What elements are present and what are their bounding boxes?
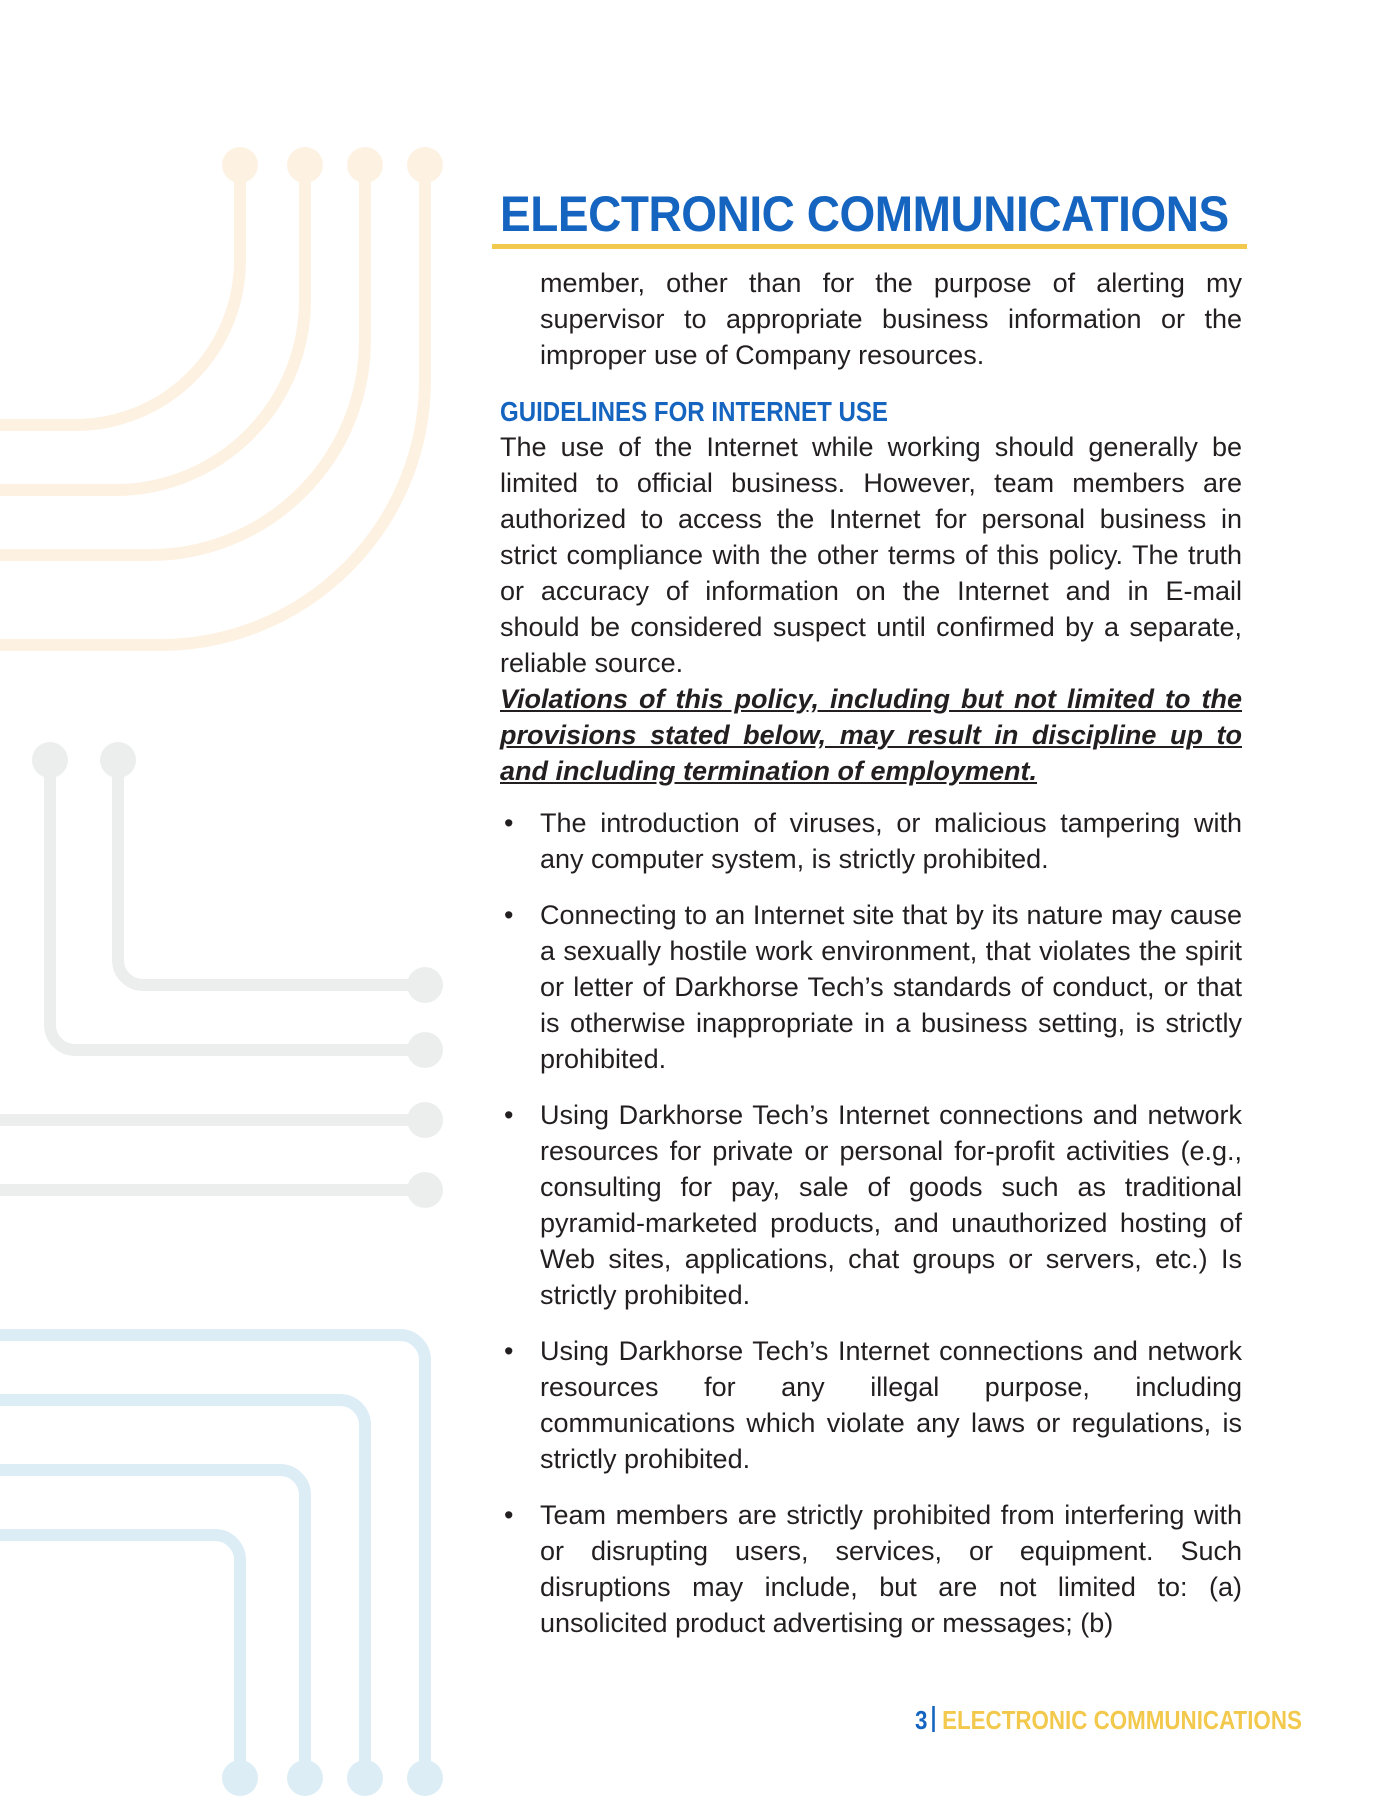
list-item [500, 1097, 1242, 1313]
continued-paragraph: member, other than for the purpose of alerting my supervisor to appropriate business information or the improper use of Company resources. [540, 268, 1242, 370]
bullet-icon: • [504, 808, 514, 838]
list-item-text: The introduction of viruses, or malicious tampering with any computer system, is strictly prohibited. [540, 808, 1242, 874]
bullet-icon: • [504, 900, 514, 930]
blue-circuit-nodes [222, 1760, 443, 1796]
footer-separator [933, 1706, 936, 1732]
list-item [500, 1497, 1242, 1641]
list-item-text: Using Darkhorse Tech’s Internet connections and network resources for private or personal for-profit activities (e.g., consulting for pay, sale of goods such as traditional pyramid-marketed products, and unauthorized hosting of Web sites, applications, chat groups or servers, etc.) Is strictly prohibited. [540, 1100, 1242, 1310]
page-number: 3 [915, 1705, 928, 1735]
bullet-icon: • [504, 1500, 514, 1530]
list-item-text: Using Darkhorse Tech’s Internet connections and network resources for any illegal purpose, including communications which violate any laws or regulations, is strictly prohibited. [540, 1336, 1242, 1474]
section-body: The use of the Internet while working should generally be limited to official business. However, team members are authorized to access the Internet for personal business in strict compliance with the other terms of this policy. The truth or accuracy of information on the Internet and in E-mail should be considered suspect until confirmed by a separate, reliable source. [500, 432, 1242, 678]
list-item-text: Connecting to an Internet site that by its nature may cause a sexually hostile work environment, that violates the spirit or letter of Darkhorse Tech’s standards of conduct, or that is otherwise inappropriate in a business setting, is strictly prohibited. [540, 900, 1242, 1074]
page-content [500, 185, 1242, 1661]
violation-warning: Violations of this policy, including but not limited to the provisions stated below, may result in discipline up to and including termination of employment. [500, 684, 1242, 786]
page-footer [915, 1705, 1302, 1735]
prohibited-activities-list [500, 805, 1242, 1641]
orange-circuit-lines [0, 165, 425, 645]
page-title: ELECTRONIC COMMUNICATIONS [500, 186, 1229, 242]
list-item [500, 1333, 1242, 1477]
blue-circuit-lines [0, 1335, 425, 1778]
gray-circuit-nodes [32, 742, 443, 1208]
list-item-text: Team members are strictly prohibited from interfering with or disrupting users, services, or equipment. Such disruptions may include, but are not limited to: (a) unsolicited product advertising or messages; (b) [540, 1500, 1242, 1638]
section-heading: GUIDELINES FOR INTERNET USE [500, 396, 888, 427]
bullet-icon: • [504, 1336, 514, 1366]
list-item [500, 897, 1242, 1077]
orange-circuit-nodes [222, 147, 443, 183]
list-item [500, 805, 1242, 877]
gray-circuit-lines [0, 762, 425, 1190]
footer-section-name: ELECTRONIC COMMUNICATIONS [942, 1705, 1302, 1735]
bullet-icon: • [504, 1100, 514, 1130]
